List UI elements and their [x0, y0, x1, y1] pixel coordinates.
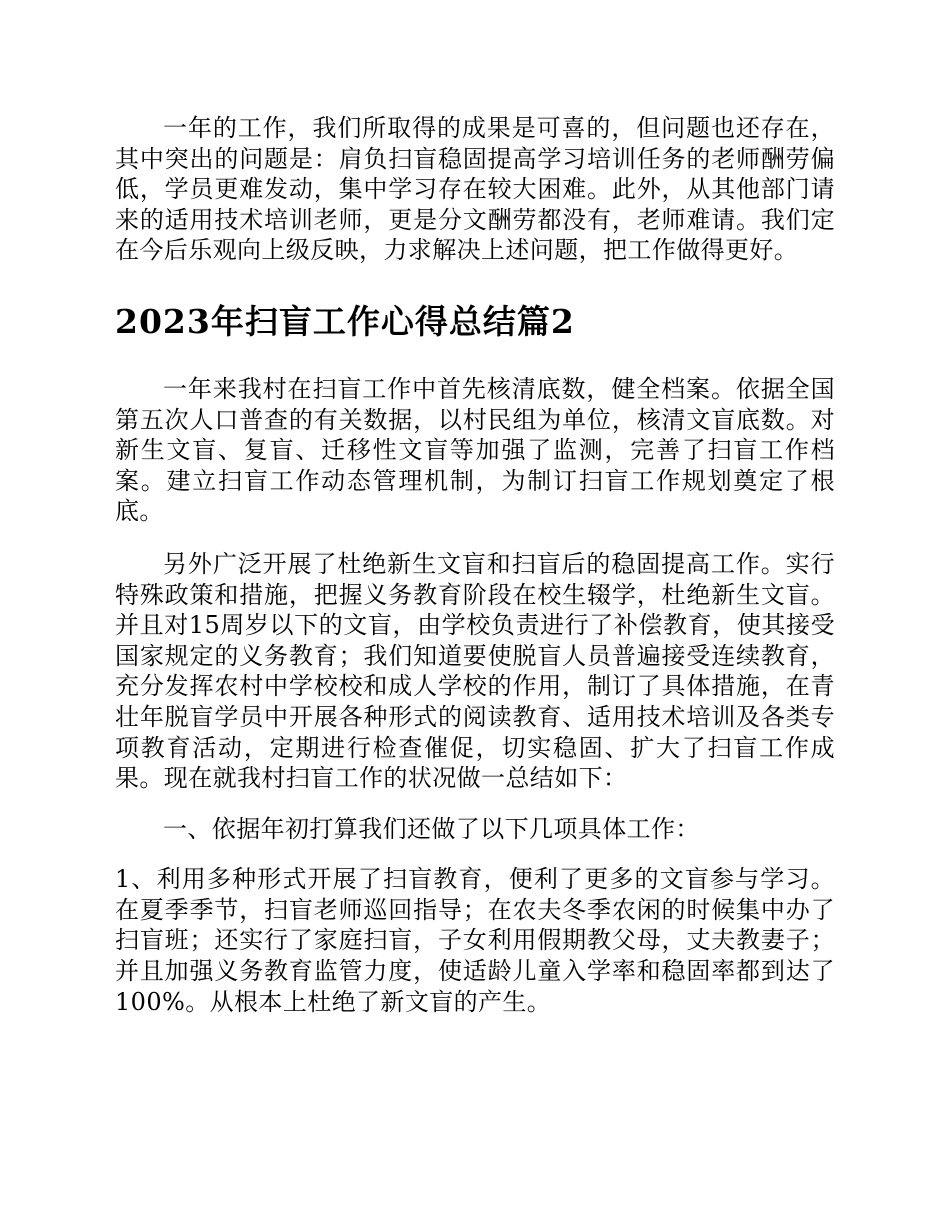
- paragraph-1: 一年来我村在扫盲工作中首先核清底数，健全档案。依据全国第五次人口普查的有关数据，以村民组为单位，核清文盲底数。对新生文盲、复盲、迁移性文盲等加强了监测，完善了扫盲工作档案。建立扫盲工作动态管理机制，为制订扫盲工作规划奠定了根底。: [115, 374, 835, 526]
- document-body: [115, 113, 835, 1017]
- paragraph-4: 1、利用多种形式开展了扫盲教育，便利了更多的文盲参与学习。在夏季季节，扫盲老师巡回指导；在农夫冬季农闲的时候集中办了扫盲班；还实行了家庭扫盲，子女利用假期教父母，丈夫教妻子；并且加强义务教育监管力度，使适龄儿童入学率和稳固率都到达了100%。从根本上杜绝了新文盲的产生。: [115, 865, 835, 1016]
- paragraph-2: 另外广泛开展了杜绝新生文盲和扫盲后的稳固提高工作。实行特殊政策和措施，把握义务教育阶段在校生辍学，杜绝新生文盲。并且对15周岁以下的文盲，由学校负责进行了补偿教育，使其接受国家规定的义务教育；我们知道要使脱盲人员普遍接受连续教育，充分发挥农村中学校校和成人学校的作用，制订了具体措施，在青壮年脱盲学员中开展各种形式的阅读教育、适用技术培训及各类专项教育活动，定期进行检查催促，切实稳固、扩大了扫盲工作成果。现在就我村扫盲工作的状况做一总结如下：: [115, 549, 835, 793]
- paragraph-3: 一、依据年初打算我们还做了以下几项具体工作：: [163, 814, 700, 843]
- section-title: 2023年扫盲工作心得总结篇2: [115, 301, 575, 341]
- intro-paragraph: 一年的工作，我们所取得的成果是可喜的，但问题也还存在，其中突出的问题是：肩负扫盲稳固提高学习培训任务的老师酬劳偏低，学员更难发动，集中学习存在较大困难。此外，从其他部门请来的适用技术培训老师，更是分文酬劳都没有，老师难请。我们定在今后乐观向上级反映，力求解决上述问题，把工作做得更好。: [115, 114, 835, 265]
